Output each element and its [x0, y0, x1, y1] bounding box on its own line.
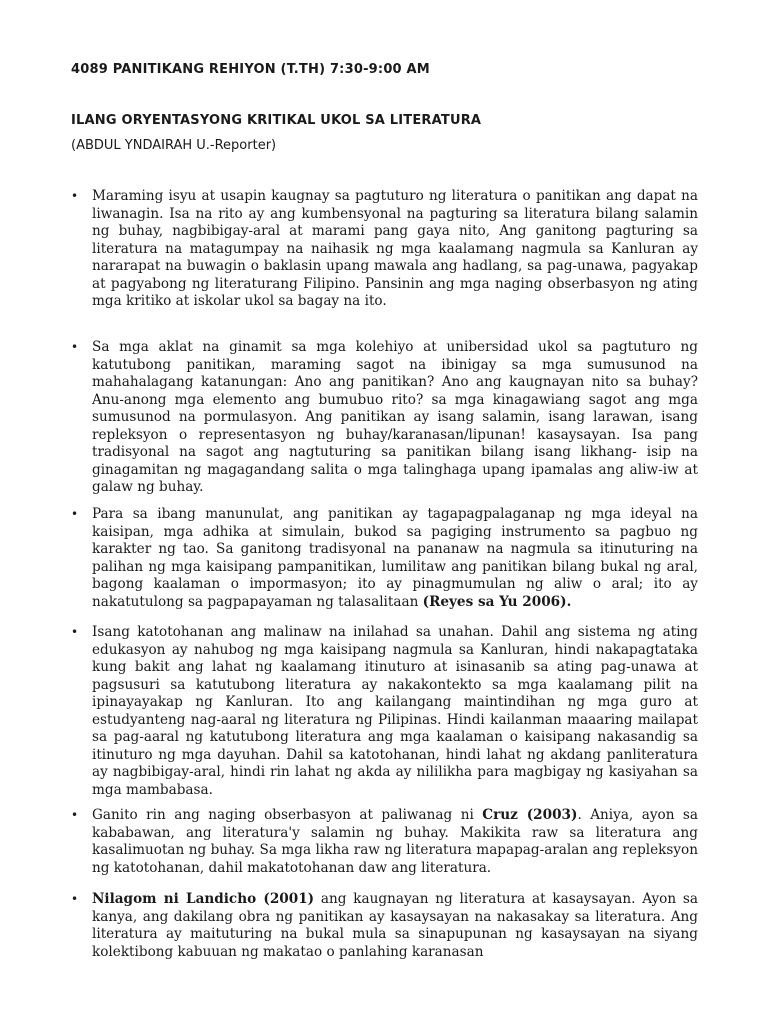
paragraph-text: Sa mga aklat na ginamit sa mga kolehiyo at unibersidad ukol sa pagtuturo ng katutubong panitikan, maraming sagot na ibinigay sa mga sumusunod na mahahalagang katanungan: Ano ang panitikan? Ano ang kaugnayan nito sa buhay? Anu-anong mga elemento ang bumubuo rito? sa mga kinagawiang sagot ang mga sumusunod na pormulasyon. Ang panitikan ay isang salamin, isang larawan, isang repleksyon o representasyon ng buhay/karanasan/lipunan! kasaysayan. Isa pang tradisyonal na sagot ang nagtuturing sa panitikan bilang isang likhang- isip na ginagamitan ng magagandang salita o mga talinghaga upang ipamalas ang aliw-iw at galaw ng buhay.: [92, 339, 698, 495]
list-item: [71, 624, 698, 799]
list-item: [71, 506, 698, 611]
bullet-icon: •: [71, 625, 79, 639]
reporter-line: (ABDUL YNDAIRAH U.-Reporter): [71, 138, 277, 153]
bullet-icon: •: [71, 189, 79, 203]
bullet-icon: •: [71, 808, 79, 822]
paragraph-body: Para sa ibang manunulat, ang panitikan ay tagapagpalaganap ng mga ideyal na kaisipan, mga adhika at simulain, bukod sa pagiging instrumento sa pagbuo ng karakter ng tao. Sa ganitong tradisyonal na pananaw na nagmula sa itinuturing na palihan ng mga kaisipang pampanitikan, lumilitaw ang panitikan bilang bukal ng aral, bagong kaalaman o impormasyon; ito ay pinagmumulan ng aliw o aral; ito ay nakatutulong sa pagpapayaman ng talasalitaan: [92, 506, 698, 610]
course-title: 4089 PANITIKANG REHIYON (T.TH) 7:30-9:00 AM: [71, 62, 430, 77]
topic-title: ILANG ORYENTASYONG KRITIKAL UKOL SA LITERATURA: [71, 113, 482, 128]
citation: Cruz (2003): [482, 807, 578, 823]
paragraph-text: [92, 506, 698, 611]
bullet-icon: •: [71, 507, 79, 521]
citation: Nilagom ni Landicho (2001): [92, 891, 315, 907]
list-item: [71, 891, 698, 961]
paragraph-text: Maraming isyu at usapin kaugnay sa pagtuturo ng literatura o panitikan ang dapat na liwanagin. Isa na rito ay ang kumbensyonal na pagturing sa literatura bilang salamin ng buhay, nagbibigay-aral at marami pang gaya nito, Ang ganitong pagturing sa literatura na matagumpay na naihasik ng mga kaalamang nagmula sa Kanluran ay nararapat na buwagin o baklasin upang mawala ang hadlang, sa pag-unawa, pagyakap at pagyabong ng literaturang Filipino. Pansinin ang mga naging obserbasyon ng ating mga kritiko at iskolar ukol sa bagay na ito.: [92, 188, 698, 309]
bullet-icon: •: [71, 340, 79, 354]
bullet-icon: •: [71, 892, 79, 906]
paragraph-body: Ganito rin ang naging obserbasyon at paliwanag ni: [92, 807, 483, 823]
list-item: [71, 188, 698, 311]
paragraph-body: . Aniya, ayon sa kababawan, ang literatura'y salamin ng buhay. Makikita raw sa literatura ang kasalimuotan ng buhay. Sa mga likha raw ng literatura mapapag-aralan ang repleksyon ng katotohanan, dahil makatotohanan daw ang literatura.: [92, 807, 698, 876]
paragraph-text: [92, 807, 698, 877]
paragraph-body: ang kaugnayan ng literatura at kasaysayan. Ayon sa kanya, ang dakilang obra ng panitikan ay kasaysayan na nakasakay sa literatura. Ang literatura ay maituturing na bukal mula sa sinapupunan ng kasaysayan na siyang kolektibong kabuuan ng makatao o panlahing karanasan: [92, 891, 699, 960]
list-item: [71, 339, 698, 497]
paragraph-text: Isang katotohanan ang malinaw na inilahad sa unahan. Dahil ang sistema ng ating edukasyon ay nahubog ng mga kaisipang nagmula sa Kanluran, hindi nakapagtataka kung bakit ang lahat ng kaalamang itinuturo at isinasanib sa ating pag-unawa at pagsusuri sa katutubong literatura ay nakakontekto sa mga kaalamang pilit na ipinayayakap ng Kanluran. Ito ang kailangang maintindihan ng mga guro at estudyanteng nag-aaral ng literatura ng Pilipinas. Hindi kailanman maaaring mailapat sa pag-aaral ng katutubong literatura ang mga kaalaman o kaisipang nakasandig sa itinuturo ng mga dayuhan. Dahil sa katotohanan, hindi lahat ng akdang panliteratura ay nagbibigay-aral, hindi rin lahat ng akda ay nililikha para magbigay ng kasiyahan sa mga mambabasa.: [92, 624, 698, 798]
paragraph-text: [92, 891, 698, 961]
list-item: [71, 807, 698, 877]
citation: (Reyes sa Yu 2006).: [422, 593, 572, 610]
